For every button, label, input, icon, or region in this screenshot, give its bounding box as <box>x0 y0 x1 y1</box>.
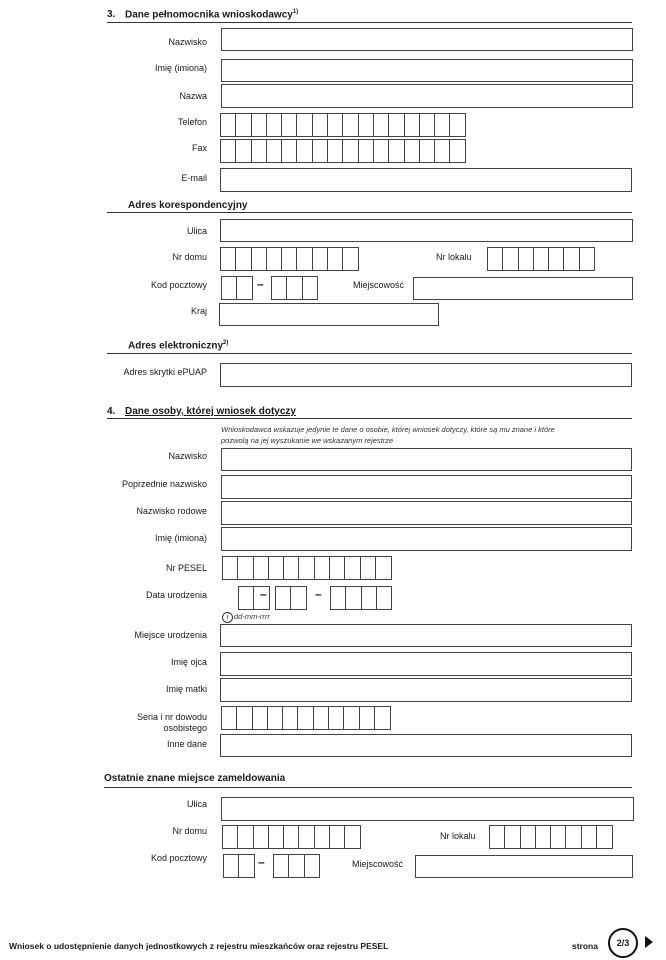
char-cell[interactable] <box>404 139 421 163</box>
char-cell[interactable] <box>579 247 596 271</box>
footnote-1-mark: 1) <box>292 9 299 15</box>
label-data-urodzenia: Data urodzenia <box>145 590 207 600</box>
char-cell[interactable] <box>487 247 504 271</box>
label-nr-domu-2: Nr domu <box>172 826 207 836</box>
proxy-email-field[interactable] <box>220 168 632 192</box>
char-cell[interactable] <box>533 247 550 271</box>
char-cell[interactable] <box>281 113 298 137</box>
birthplace-field[interactable] <box>220 624 632 647</box>
char-cell[interactable] <box>535 825 552 849</box>
char-cell[interactable] <box>359 706 376 730</box>
char-cell[interactable] <box>596 825 613 849</box>
label-nr-domu: Nr domu <box>172 252 207 262</box>
label-email: E-mail <box>181 173 207 183</box>
char-cell[interactable] <box>275 586 292 610</box>
char-cell[interactable] <box>266 113 283 137</box>
char-cell[interactable] <box>223 854 240 878</box>
label-imie-4: Imię (imiona) <box>154 533 207 543</box>
label-imie-matki: Imię matki <box>165 684 207 694</box>
label-kod-pocztowy-2: Kod pocztowy <box>150 853 207 863</box>
electronic-address-rule <box>107 353 632 354</box>
last-city-field[interactable] <box>415 855 633 878</box>
street-field[interactable] <box>220 219 633 242</box>
char-cell[interactable] <box>360 556 377 580</box>
char-cell[interactable] <box>489 825 506 849</box>
char-cell[interactable] <box>581 825 598 849</box>
label-imie-ojca: Imię ojca <box>170 657 207 667</box>
char-cell[interactable] <box>329 556 346 580</box>
char-cell[interactable] <box>388 113 405 137</box>
last-residence-title: Ostatnie znane miejsce zameldowania <box>104 773 286 784</box>
char-cell[interactable] <box>342 139 359 163</box>
char-cell[interactable] <box>266 247 283 271</box>
char-cell[interactable] <box>221 706 238 730</box>
proxy-name-field[interactable] <box>221 84 633 108</box>
date-format-hint: dd-mm-rrrr <box>234 612 270 621</box>
char-cell[interactable] <box>518 247 535 271</box>
char-cell[interactable] <box>237 556 254 580</box>
previous-surname-field[interactable] <box>221 475 632 499</box>
char-cell[interactable] <box>375 556 392 580</box>
char-cell[interactable] <box>296 139 313 163</box>
char-cell[interactable] <box>288 854 305 878</box>
char-cell[interactable] <box>361 586 378 610</box>
birth-year-cells[interactable] <box>330 586 391 610</box>
correspondence-address-title: Adres korespondencyjny <box>128 200 248 211</box>
char-cell[interactable] <box>343 706 360 730</box>
char-cell[interactable] <box>373 139 390 163</box>
char-cell[interactable] <box>290 586 307 610</box>
char-cell[interactable] <box>283 556 300 580</box>
postal-code-part1-cells[interactable] <box>221 276 252 300</box>
char-cell[interactable] <box>313 706 330 730</box>
char-cell[interactable] <box>419 113 436 137</box>
father-name-field[interactable] <box>220 652 632 676</box>
char-cell[interactable] <box>253 825 270 849</box>
char-cell[interactable] <box>281 139 298 163</box>
last-house-number-cells[interactable] <box>222 825 360 849</box>
phone-cells[interactable] <box>220 113 465 137</box>
char-cell[interactable] <box>298 556 315 580</box>
char-cell[interactable] <box>374 706 391 730</box>
char-cell[interactable] <box>330 586 347 610</box>
char-cell[interactable] <box>304 854 321 878</box>
proxy-surname-field[interactable] <box>221 28 633 51</box>
label-epuap: Adres skrytki ePUAP <box>123 367 207 377</box>
fax-cells[interactable] <box>220 139 465 163</box>
char-cell[interactable] <box>404 113 421 137</box>
label-dowod-line2: osobistego <box>163 723 207 733</box>
char-cell[interactable] <box>327 113 344 137</box>
char-cell[interactable] <box>298 825 315 849</box>
label-pesel: Nr PESEL <box>165 563 207 573</box>
char-cell[interactable] <box>268 556 285 580</box>
char-cell[interactable] <box>267 706 284 730</box>
char-cell[interactable] <box>235 139 252 163</box>
char-cell[interactable] <box>220 113 237 137</box>
label-telefon: Telefon <box>177 117 207 127</box>
char-cell[interactable] <box>449 113 466 137</box>
label-kod-pocztowy: Kod pocztowy <box>150 280 207 290</box>
section-3-title <box>125 9 298 20</box>
char-cell[interactable] <box>302 276 319 300</box>
char-cell[interactable] <box>312 139 329 163</box>
char-cell[interactable] <box>222 825 239 849</box>
section-4-number: 4. <box>107 406 116 417</box>
subject-first-name-field[interactable] <box>221 527 632 551</box>
char-cell[interactable] <box>449 139 466 163</box>
char-cell[interactable] <box>220 139 237 163</box>
char-cell[interactable] <box>222 556 239 580</box>
char-cell[interactable] <box>238 854 255 878</box>
char-cell[interactable] <box>251 113 268 137</box>
last-apartment-number-cells[interactable] <box>489 825 611 849</box>
label-inne-dane: Inne dane <box>166 739 207 749</box>
char-cell[interactable] <box>282 706 299 730</box>
last-street-field[interactable] <box>221 797 634 821</box>
birth-date-dash-2: – <box>315 587 322 601</box>
char-cell[interactable] <box>235 113 252 137</box>
char-cell[interactable] <box>565 825 582 849</box>
char-cell[interactable] <box>327 139 344 163</box>
char-cell[interactable] <box>271 276 288 300</box>
label-fax: Fax <box>191 143 207 153</box>
last-postal-code-part2-cells[interactable] <box>273 854 319 878</box>
char-cell[interactable] <box>548 247 565 271</box>
postal-code-part2-cells[interactable] <box>271 276 317 300</box>
last-postal-code-dash: – <box>258 855 265 869</box>
mother-name-field[interactable] <box>220 678 632 702</box>
footer-strona-label: strona <box>572 941 598 951</box>
next-page-arrow-icon[interactable] <box>645 936 653 948</box>
char-cell[interactable] <box>329 825 346 849</box>
char-cell[interactable] <box>268 825 285 849</box>
char-cell[interactable] <box>266 139 283 163</box>
birth-month-cells[interactable] <box>275 586 306 610</box>
char-cell[interactable] <box>344 556 361 580</box>
char-cell[interactable] <box>342 113 359 137</box>
id-card-cells[interactable] <box>221 706 389 730</box>
label-nazwisko-4: Nazwisko <box>168 451 207 461</box>
char-cell[interactable] <box>251 247 268 271</box>
label-dowod-line1: Seria i nr dowodu <box>136 712 207 722</box>
last-residence-rule <box>104 787 632 788</box>
char-cell[interactable] <box>237 825 254 849</box>
char-cell[interactable] <box>434 113 451 137</box>
char-cell[interactable] <box>238 586 255 610</box>
char-cell[interactable] <box>550 825 567 849</box>
char-cell[interactable] <box>502 247 519 271</box>
char-cell[interactable] <box>297 706 314 730</box>
char-cell[interactable] <box>328 706 345 730</box>
label-nazwa: Nazwa <box>179 91 207 101</box>
pesel-cells[interactable] <box>222 556 390 580</box>
char-cell[interactable] <box>358 139 375 163</box>
section-4-note-line2: pozwolą na jej wyszukanie we wskazanym rejestrze <box>221 436 394 445</box>
label-nr-lokalu: Nr lokalu <box>436 252 472 262</box>
birth-date-dash-1: – <box>260 587 267 601</box>
country-field[interactable] <box>219 303 439 326</box>
label-miejscowosc-2: Miejscowość <box>352 859 404 869</box>
family-name-field[interactable] <box>221 501 632 525</box>
char-cell[interactable] <box>296 113 313 137</box>
char-cell[interactable] <box>434 139 451 163</box>
postal-code-dash: – <box>257 277 264 291</box>
last-postal-code-part1-cells[interactable] <box>223 854 254 878</box>
char-cell[interactable] <box>236 706 253 730</box>
char-cell[interactable] <box>235 247 252 271</box>
footer-title: Wniosek o udostępnienie danych jednostkowych z rejestru mieszkańców oraz rejestru PESEL <box>9 941 389 951</box>
section-4-title: Dane osoby, której wniosek dotyczy <box>125 406 296 417</box>
page-number-badge: 2/3 <box>608 928 638 958</box>
char-cell[interactable] <box>314 556 331 580</box>
label-nazwisko: Nazwisko <box>168 37 207 47</box>
section-3-title-text: Dane pełnomocnika wnioskodawcy <box>125 9 293 21</box>
char-cell[interactable] <box>314 825 331 849</box>
label-kraj: Kraj <box>190 306 207 316</box>
label-ulica: Ulica <box>186 226 207 236</box>
char-cell[interactable] <box>376 586 393 610</box>
house-number-cells[interactable] <box>220 247 358 271</box>
section-3-number: 3. <box>107 9 116 20</box>
char-cell[interactable] <box>419 139 436 163</box>
char-cell[interactable] <box>252 706 269 730</box>
char-cell[interactable] <box>286 276 303 300</box>
char-cell[interactable] <box>358 113 375 137</box>
char-cell[interactable] <box>373 113 390 137</box>
char-cell[interactable] <box>273 854 290 878</box>
section-4-note-line1: Wnioskodawca wskazuje jedynie te dane o osobie, której wniosek dotyczy, które są mu znane i które <box>221 425 555 434</box>
label-nazwisko-rodowe: Nazwisko rodowe <box>136 506 207 516</box>
char-cell[interactable] <box>388 139 405 163</box>
electronic-address-title <box>128 340 228 351</box>
char-cell[interactable] <box>296 247 313 271</box>
label-miejscowosc: Miejscowość <box>353 280 405 290</box>
label-ulica-2: Ulica <box>186 799 207 809</box>
char-cell[interactable] <box>345 586 362 610</box>
char-cell[interactable] <box>253 556 270 580</box>
electronic-address-title-text: Adres elektroniczny <box>128 340 224 352</box>
char-cell[interactable] <box>327 247 344 271</box>
footnote-2-mark: 2) <box>223 340 229 346</box>
char-cell[interactable] <box>221 276 238 300</box>
proxy-first-name-field[interactable] <box>221 59 633 82</box>
other-data-field[interactable] <box>220 734 632 757</box>
subject-surname-field[interactable] <box>221 448 632 471</box>
section-3-rule <box>107 22 632 23</box>
char-cell[interactable] <box>251 139 268 163</box>
label-poprzednie-nazwisko: Poprzednie nazwisko <box>121 479 207 489</box>
label-nr-lokalu-2: Nr lokalu <box>440 831 476 841</box>
info-icon: i <box>222 612 233 623</box>
epuap-field[interactable] <box>220 363 632 387</box>
char-cell[interactable] <box>312 113 329 137</box>
char-cell[interactable] <box>312 247 329 271</box>
char-cell[interactable] <box>236 276 253 300</box>
char-cell[interactable] <box>344 825 361 849</box>
city-field[interactable] <box>413 277 633 300</box>
correspondence-rule <box>107 212 632 213</box>
char-cell[interactable] <box>283 825 300 849</box>
char-cell[interactable] <box>342 247 359 271</box>
apartment-number-cells[interactable] <box>487 247 594 271</box>
char-cell[interactable] <box>220 247 237 271</box>
label-imie: Imię (imiona) <box>154 63 207 73</box>
label-miejsce-urodzenia: Miejsce urodzenia <box>134 630 207 640</box>
char-cell[interactable] <box>563 247 580 271</box>
char-cell[interactable] <box>281 247 298 271</box>
section-4-rule <box>107 418 632 419</box>
char-cell[interactable] <box>520 825 537 849</box>
char-cell[interactable] <box>504 825 521 849</box>
